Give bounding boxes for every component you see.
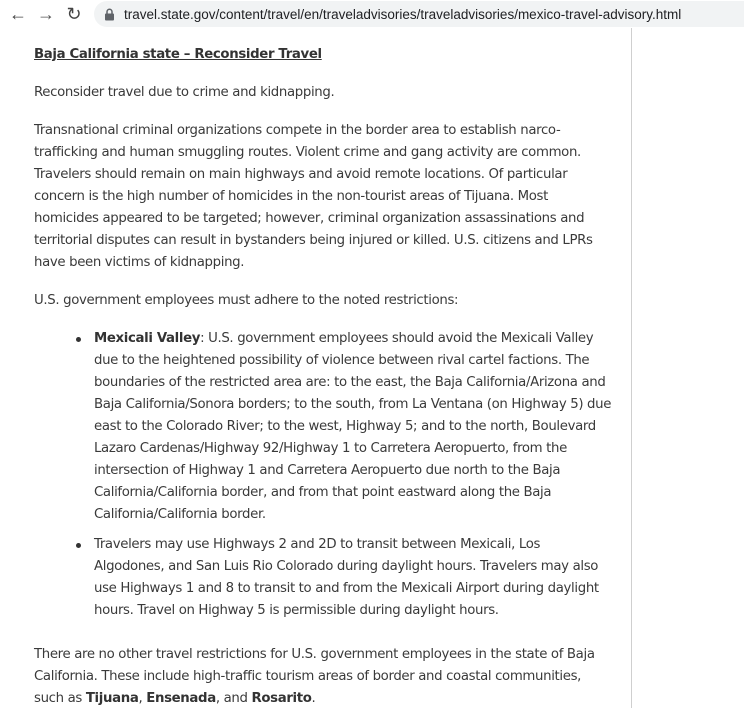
back-arrow-icon[interactable]: ← [9,3,27,24]
closing-text: There are no other travel restrictions for U.S. government employees in the state of Baja California. These include high-traffic tourism areas of border and coastal communities, such as [34,647,595,706]
url-text: travel.state.gov/content/travel/en/traveladvisories/traveladvisories/mexico-travel-advisory.html [124,6,682,22]
reload-icon[interactable]: ↻ [66,3,82,24]
browser-toolbar [0,0,744,28]
separator: , [138,691,147,706]
restrictions-intro: U.S. government employees must adhere to the noted restrictions: [34,293,459,308]
closing-paragraph [34,644,614,708]
intro-paragraph: Reconsider travel due to crime and kidnapping. [34,85,335,100]
list-item-bold: Mexicali Valley [94,331,201,346]
city-rosarito: Rosarito [251,691,312,706]
separator: , and [215,691,252,706]
list-item [94,328,614,526]
forward-arrow-icon[interactable]: → [37,3,55,24]
restrictions-list [94,328,614,622]
section-heading: Baja California state – Reconsider Travel [34,47,322,62]
page-area [0,28,744,708]
city-ensenada: Ensenada [146,691,216,706]
crime-paragraph: Transnational criminal organizations compete in the border area to establish narco-trafficking and human smuggling routes. Violent crime and gang activity are common. Travelers should remain on main highways and avoid remote locations. Of particular concern is the high number of homicides in the non-tourist areas of Tijuana. Most homicides appeared to be targeted; however, criminal organization assassinations and territorial disputes can result in bystanders being injured or killed. U.S. citizens and LPRs have been victims of kidnapping. [34,123,593,270]
list-item-text: : U.S. government employees should avoid the Mexicali Valley due to the heightened possibility of violence between rival cartel factions. The boundaries of the restricted area are: to the east, the Baja California/Arizona and Baja California/Sonora borders; to the south, from La Ventana (on Highway 5) due east to the Colorado River; to the west, Highway 5; and to the north, Boulevard Lazaro Cardenas/Highway 92/Highway 1 to Carretera Aeropuerto, from the intersection of Highway 1 and Carretera Aeropuerto due north to the Baja California/California border, and from that point eastward along the Baja California/California border. [94,331,612,522]
address-bar[interactable] [94,1,744,27]
list-item [94,534,614,622]
city-tijuana: Tijuana [85,691,139,706]
lock-icon [104,7,116,21]
advisory-content-panel [0,28,632,708]
closing-end: . [311,691,316,706]
advisory-article [34,44,614,708]
list-item-text: Travelers may use Highways 2 and 2D to transit between Mexicali, Los Algodones, and San Luis Rio Colorado during daylight hours. Travelers may also use Highways 1 and 8 to transit to and from the Mexicali Airport during daylight hours. Travel on Highway 5 is permissible during daylight hours. [94,537,599,618]
